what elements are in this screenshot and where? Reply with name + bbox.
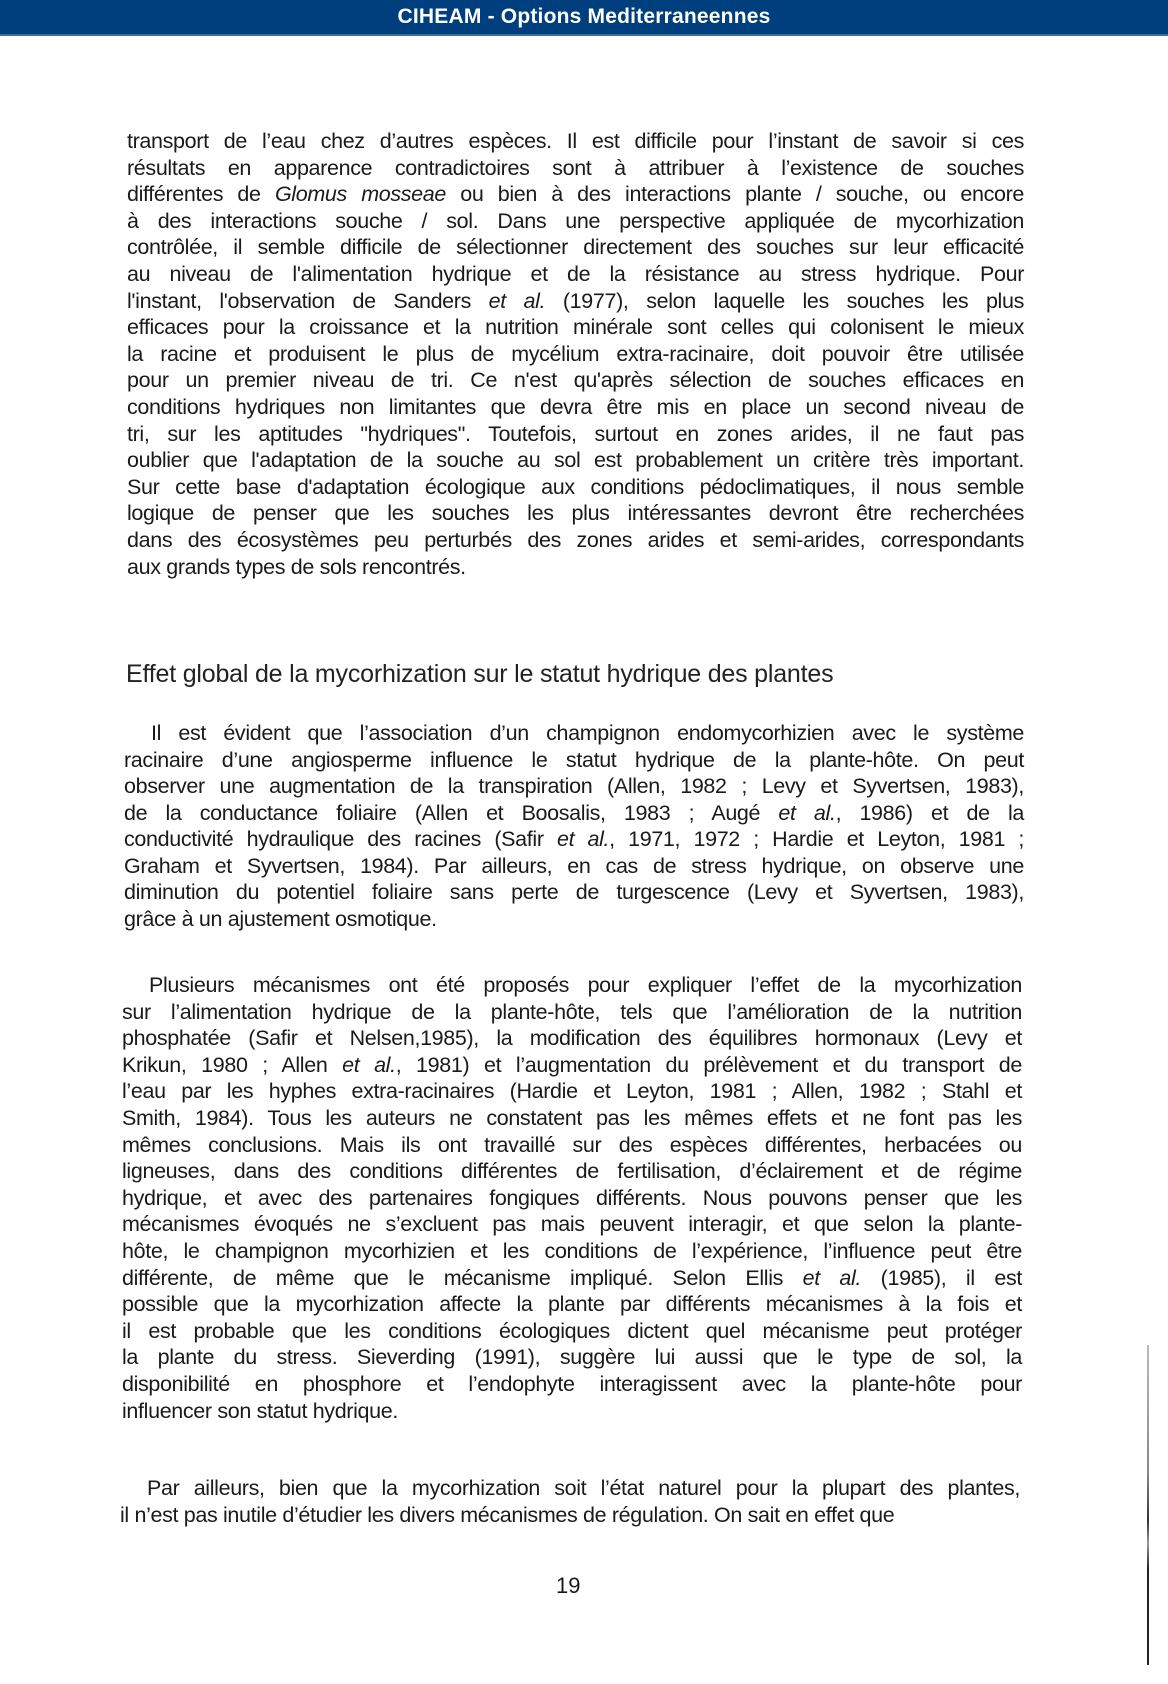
text-line: il est probable que les conditions écologiques dictent quel mécanisme peut protéger — [122, 1318, 1022, 1343]
site-header-bar — [0, 0, 1168, 36]
text-line: Sur cette base d'adaptation écologique aux conditions pédoclimatiques, il nous semble — [127, 474, 1024, 499]
text-line: efficaces pour la croissance et la nutrition minérale sont celles qui colonisent le mieux — [127, 315, 1024, 340]
text-line: Par ailleurs, bien que la mycorhization soit l’état naturel pour la plupart des plantes, — [147, 1476, 1020, 1500]
italic-term: et al. — [778, 800, 836, 825]
section-heading: Effet global de la mycorhization sur le statut hydrique des plantes — [126, 660, 834, 688]
page-number: 19 — [556, 1573, 581, 1598]
text-line: la racine et produisent le plus de mycélium extra-racinaire, doit pouvoir être utilisée — [127, 341, 1024, 366]
text-line: hydrique, et avec des partenaires fongiques différents. Nous pouvons penser que les — [122, 1185, 1022, 1210]
text-line: à des interactions souche / sol. Dans une perspective appliquée de mycorhization — [127, 208, 1024, 233]
italic-term: et al. — [342, 1052, 396, 1077]
text-line: différente, de même que le mécanisme impliqué. Selon Ellis et al. (1985), il est — [122, 1265, 1022, 1290]
text-line: Graham et Syvertsen, 1984). Par ailleurs, en cas de stress hydrique, on observe une — [124, 853, 1024, 878]
text-line: la plante du stress. Sieverding (1991), suggère lui aussi que le type de sol, la — [122, 1345, 1022, 1370]
text-line: ligneuses, dans des conditions différentes de fertilisation, d’éclairement et de régime — [122, 1159, 1022, 1184]
text-line: mécanismes évoqués ne s’excluent pas mais peuvent interagir, et que selon la plante- — [122, 1212, 1022, 1237]
text-line: de la conductance foliaire (Allen et Boosalis, 1983 ; Augé et al., 1986) et de la — [124, 800, 1024, 825]
text-line: mêmes conclusions. Mais ils ont travaillé sur des espèces différentes, herbacées ou — [122, 1132, 1022, 1157]
scan-edge-line — [1147, 1345, 1149, 1665]
text-line: Il est évident que l’association d’un champignon endomycorhizien avec le système — [151, 721, 1024, 745]
text-line: grâce à un ajustement osmotique. — [124, 906, 437, 931]
italic-term: et al. — [488, 288, 546, 313]
text-line: sur l’alimentation hydrique de la plante-hôte, tels que l’amélioration de la nutrition — [122, 999, 1022, 1024]
italic-term: et al. — [802, 1265, 862, 1290]
italic-term: Glomus mosseae — [274, 182, 446, 207]
text-line: racinaire d’une angiosperme influence le statut hydrique de la plante-hôte. On peut — [124, 747, 1024, 772]
text-line: aux grands types de sols rencontrés. — [127, 554, 466, 579]
text-line: résultats en apparence contradictoires sont à attribuer à l’existence de souches — [127, 155, 1024, 180]
text-line: contrôlée, il semble difficile de sélectionner directement des souches sur leur efficacité — [127, 235, 1024, 260]
text-line: Plusieurs mécanismes ont été proposés pour expliquer l’effet de la mycorhization — [149, 973, 1022, 997]
text-line: Smith, 1984). Tous les auteurs ne constatent pas les mêmes effets et ne font pas les — [122, 1106, 1022, 1130]
text-line: l’eau par les hyphes extra-racinaires (Hardie et Leyton, 1981 ; Allen, 1982 ; Stahl et — [122, 1079, 1022, 1104]
text-line: possible que la mycorhization affecte la plante par différents mécanismes à la fois et — [122, 1292, 1022, 1317]
text-line: au niveau de l'alimentation hydrique et de la résistance au stress hydrique. Pour — [127, 262, 1024, 286]
italic-term: et al. — [556, 827, 610, 851]
text-line: oublier que l'adaptation de la souche au sol est probablement un critère très important. — [127, 448, 1024, 473]
text-line: logique de penser que les souches les plus intéressantes devront être recherchées — [127, 501, 1024, 526]
text-line: l'instant, l'observation de Sanders et al. (1977), selon laquelle les souches les plus — [127, 288, 1024, 313]
text-line: dans des écosystèmes peu perturbés des zones arides et semi-arides, correspondants — [127, 528, 1024, 552]
text-line: hôte, le champignon mycorhizien et les conditions de l’expérience, l’influence peut être — [122, 1239, 1022, 1263]
text-line: conditions hydriques non limitantes que devra être mis en place un second niveau de — [127, 395, 1024, 419]
text-line: conductivité hydraulique des racines (Safir et al., 1971, 1972 ; Hardie et Leyton, 1981 ; — [124, 827, 1024, 851]
text-line: observer une augmentation de la transpiration (Allen, 1982 ; Levy et Syvertsen, 1983), — [124, 774, 1024, 798]
text-line: influencer son statut hydrique. — [122, 1398, 398, 1423]
text-line: pour un premier niveau de tri. Ce n'est qu'après sélection de souches efficaces en — [127, 368, 1024, 393]
text-line: il n’est pas inutile d’étudier les divers mécanismes de régulation. On sait en effet que — [120, 1502, 895, 1527]
header-title: CIHEAM - Options Mediterraneennes — [397, 5, 771, 28]
text-line: diminution du potentiel foliaire sans perte de turgescence (Levy et Syvertsen, 1983), — [124, 880, 1024, 904]
text-line: différentes de Glomus mosseae ou bien à des interactions plante / souche, ou encore — [127, 182, 1024, 207]
text-line: transport de l’eau chez d’autres espèces. Il est difficile pour l’instant de savoir si ces — [127, 129, 1024, 153]
text-line: disponibilité en phosphore et l’endophyte interagissent avec la plante-hôte pour — [122, 1372, 1022, 1396]
text-line: Krikun, 1980 ; Allen et al., 1981) et l’augmentation du prélèvement et du transport de — [122, 1052, 1022, 1077]
text-line: tri, sur les aptitudes "hydriques". Toutefois, surtout en zones arides, il ne faut pas — [127, 421, 1024, 446]
text-line: phosphatée (Safir et Nelsen,1985), la modification des équilibres hormonaux (Levy et — [122, 1026, 1022, 1051]
